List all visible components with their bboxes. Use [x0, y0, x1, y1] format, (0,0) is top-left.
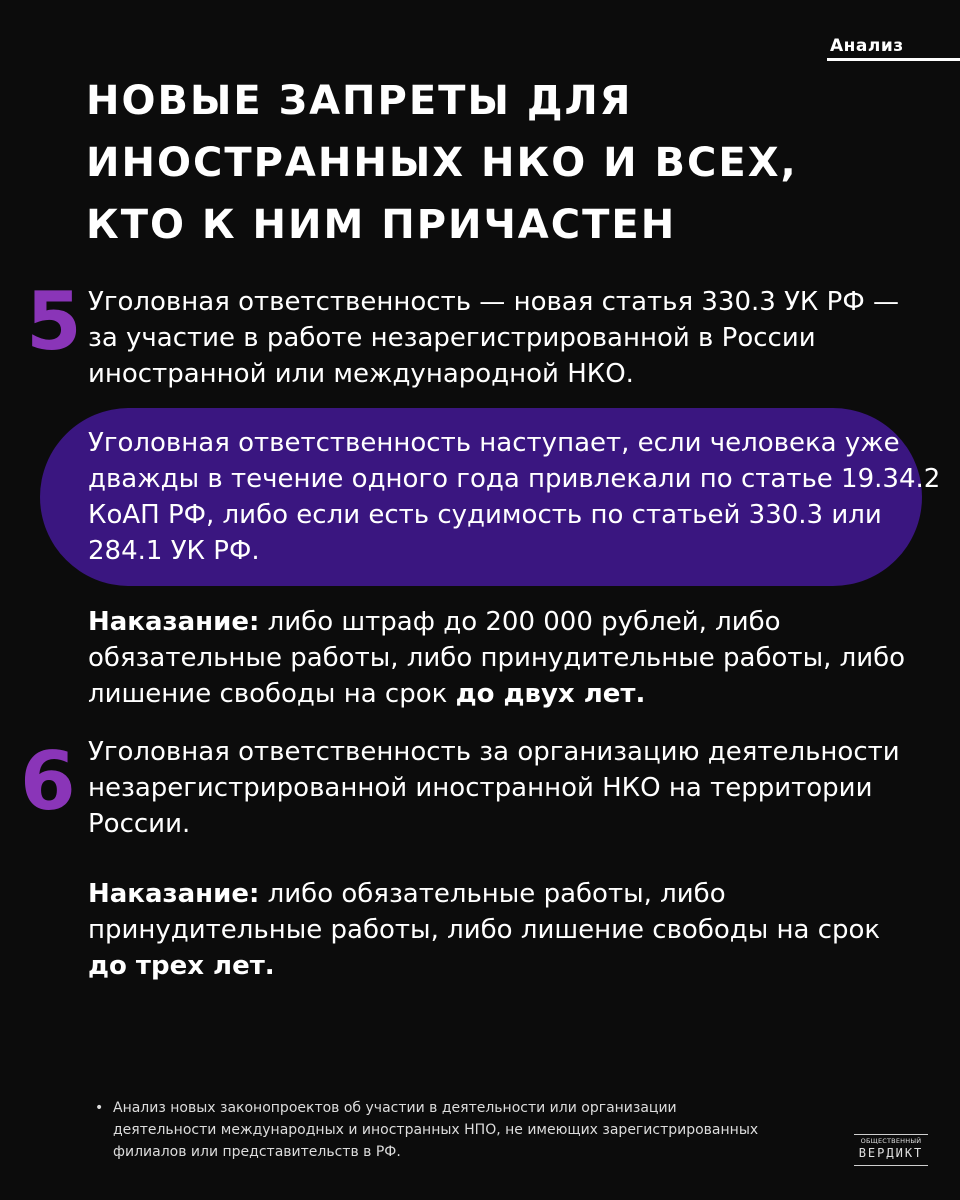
page-title — [86, 70, 926, 256]
section-5-penalty — [88, 604, 905, 712]
section-tag: Анализ — [830, 36, 904, 56]
text-line: КоАП РФ, либо если есть судимость по статьей 330.3 или — [88, 500, 882, 530]
section-6-penalty — [88, 876, 880, 984]
text-line — [88, 876, 880, 912]
title-line: НОВЫЕ ЗАПРЕТЫ ДЛЯ — [86, 78, 633, 124]
logo-line-top: ОБЩЕСТВЕННЫЙ — [860, 1137, 922, 1145]
footnote-text — [113, 1097, 815, 1163]
text-line — [88, 948, 880, 984]
text-line: иностранной или международной НКО. — [88, 359, 634, 389]
footnote — [95, 1097, 815, 1163]
text-line: России. — [88, 809, 191, 839]
tag-underline — [827, 58, 960, 61]
brand-logo — [854, 1134, 928, 1166]
section-number-5: 5 — [26, 275, 82, 368]
text-line: незарегистрированной иностранной НКО на территории — [88, 773, 873, 803]
penalty-term: до двух лет. — [455, 679, 646, 709]
penalty-text: лишение свободы на срок — [88, 679, 456, 709]
text-line — [88, 676, 905, 712]
text-line: принудительные работы, либо лишение свободы на срок — [88, 915, 881, 945]
logo-line-bottom: ВЕРДИКТ — [858, 1146, 924, 1160]
text-line: деятельности международных и иностранных НПО, не имеющих зарегистрированных — [113, 1122, 759, 1138]
text-line: 284.1 УК РФ. — [88, 536, 260, 566]
text-line: Уголовная ответственность — новая статья 330.3 УК РФ — — [88, 287, 899, 317]
penalty-text: либо обязательные работы, либо — [259, 879, 726, 909]
penalty-label: Наказание: — [88, 607, 260, 637]
title-line: КТО К НИМ ПРИЧАСТЕН — [86, 202, 677, 248]
text-line: Уголовная ответственность наступает, если человека уже — [88, 428, 900, 458]
section-number-6: 6 — [20, 735, 76, 828]
title-line: ИНОСТРАННЫХ НКО И ВСЕХ, — [86, 140, 798, 186]
text-line: за участие в работе незарегистрированной в России — [88, 323, 816, 353]
text-line: обязательные работы, либо принудительные работы, либо — [88, 643, 906, 673]
highlight-text — [88, 425, 940, 569]
section-5-text — [88, 284, 899, 392]
text-line: Уголовная ответственность за организацию деятельности — [88, 737, 900, 767]
text-line: филиалов или представительств в РФ. — [113, 1144, 401, 1160]
text-line: Анализ новых законопроектов об участии в деятельности или организации — [113, 1100, 677, 1116]
penalty-text: либо штраф до 200 000 рублей, либо — [259, 607, 781, 637]
text-line: дважды в течение одного года привлекали по статье 19.34.2 — [88, 464, 941, 494]
penalty-term: до трех лет. — [88, 951, 275, 981]
bullet-icon: • — [95, 1100, 104, 1116]
section-6-text — [88, 734, 900, 842]
text-line — [88, 604, 905, 640]
penalty-label: Наказание: — [88, 879, 260, 909]
